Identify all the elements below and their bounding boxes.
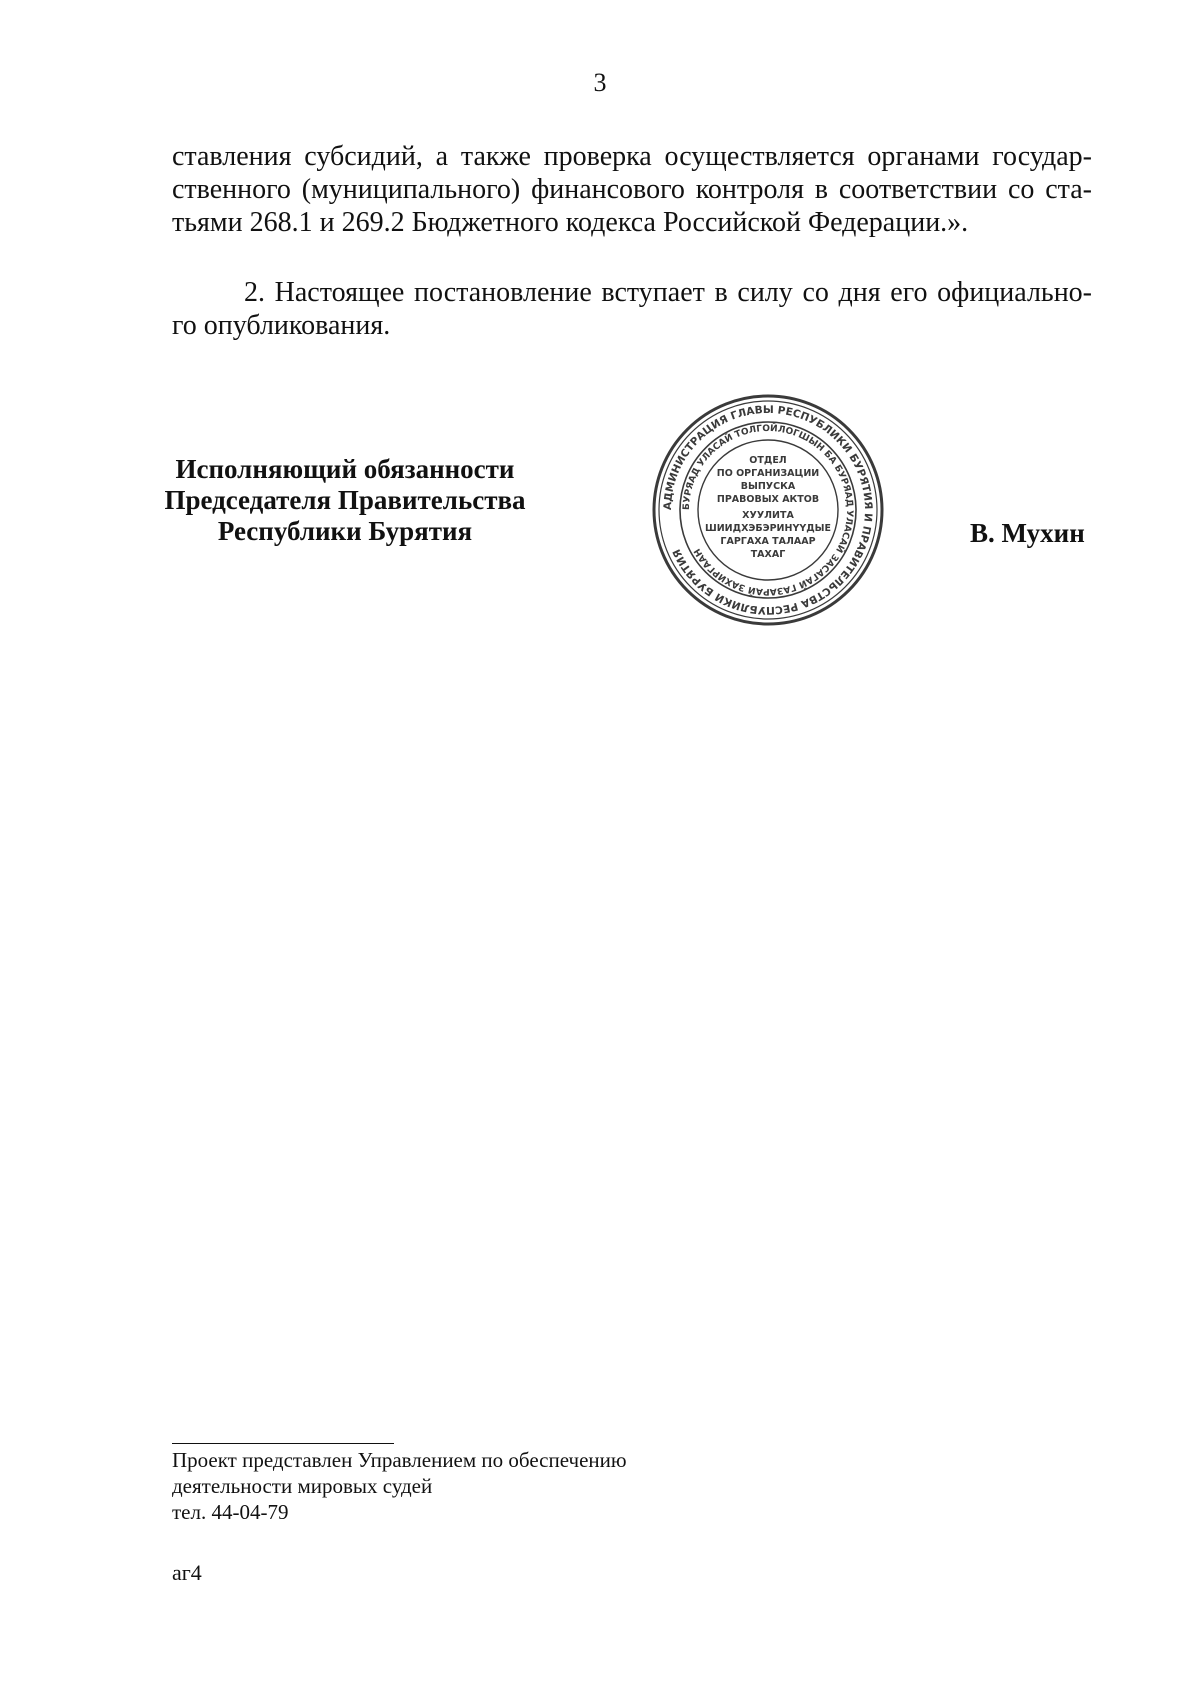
paragraph-1-line: тьями 268.1 и 269.2 Бюджетного кодекса Российской Федерации.». (172, 207, 969, 238)
stamp-center-line: ПРАВОВЫХ АКТОВ (716, 494, 820, 505)
stamp-center-line: ВЫПУСКА (740, 481, 796, 492)
signatory-title-line: Председателя Правительства (164, 485, 526, 515)
stamp-inner-ring-text: БУРЯАД УЛАСАЙ ТОЛГОЙЛОГШЫН БА БУРЯАД УЛАСАЙ ЗАСАГАЙ ГАЗАРАЙ ЗАХИРГААН (681, 423, 855, 597)
document-code: аг4 (172, 1560, 202, 1585)
stamp-center-line: ОТДЕЛ (749, 455, 787, 466)
footnote (172, 1447, 627, 1525)
stamp-center-line: ХУУЛИТА (742, 510, 794, 521)
paragraph-1-line: ставления субсидий, а также проверка осуществляется органами государ- (172, 141, 1092, 172)
footnote-line: деятельности мировых судей (172, 1474, 433, 1498)
page-number: 3 (593, 68, 607, 97)
paragraph-2-line: го опубликования. (172, 310, 391, 341)
paragraph-2-line: 2. Настоящее постановление вступает в силу со дня его официально- (244, 277, 1092, 308)
footnote-line: тел. 44-04-79 (172, 1500, 289, 1524)
signatory-title (140, 454, 550, 547)
stamp-center-line: ПО ОРГАНИЗАЦИИ (716, 468, 820, 479)
stamp-center-line: ТАХАГ (750, 549, 786, 560)
footnote-divider (172, 1443, 394, 1444)
signatory-title-line: Исполняющий обязанности (175, 454, 515, 484)
stamp-outer-ring-text: АДМИНИСТРАЦИЯ ГЛАВЫ РЕСПУБЛИКИ БУРЯТИЯ И ПРАВИТЕЛЬСТВА РЕСПУБЛИКИ БУРЯТИЯ (661, 403, 875, 617)
signatory-name: В. Мухин (970, 518, 1085, 548)
signatory-title-line: Республики Бурятия (217, 516, 473, 546)
stamp-center-line: ГАРГАХА ТАЛААР (720, 536, 816, 547)
paragraph-2 (172, 276, 1092, 342)
paragraph-1-line: ственного (муниципального) финансового контроля в соответствии со ста- (172, 174, 1092, 205)
stamp-center-line: ШИИДХЭБЭРИНҮҮДЫЕ (704, 523, 832, 534)
footnote-line: Проект представлен Управлением по обеспечению (172, 1448, 627, 1472)
paragraph-1 (172, 140, 1092, 239)
official-stamp (650, 392, 886, 628)
